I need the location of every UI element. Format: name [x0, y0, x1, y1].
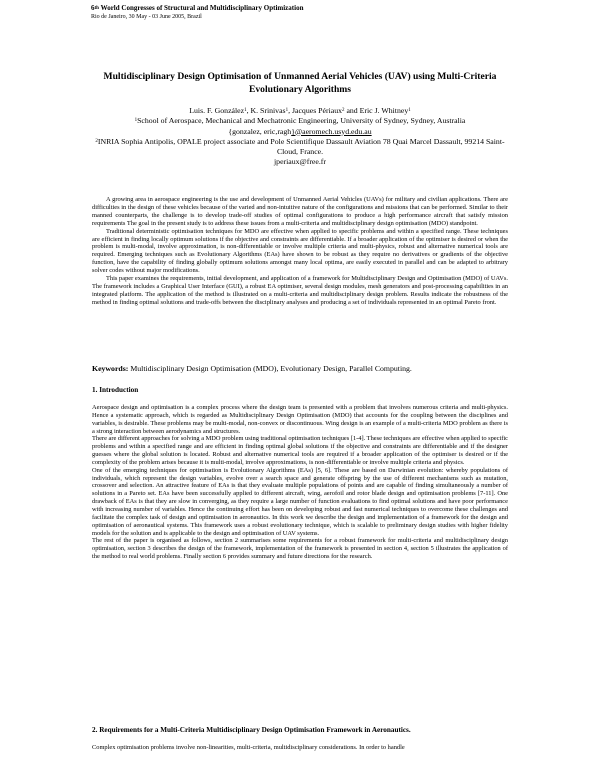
- conference-ordinal-suffix: th: [94, 6, 99, 11]
- author-2-affil: 1: [285, 108, 289, 113]
- abstract-paragraph-1: A growing area in aerospace engineering is the use and development of Unmanned Aerial Vehicles (UAVs) for military and civilian applications. There are difficulties in the design of these vehicles because of the varied and non-intuitive nature of the configurations and missions that can be performed. Similar to their manned counterparts, the challenge is to develop trade-off studies of optimal configurations to produce a high performance aircraft that satisfy mission requirements The goal in the present study is to address these issues from a multi-criteria and multidisciplinary design optimisation (MDO) standpoint.: [92, 196, 508, 227]
- author-4-affil: 1: [408, 108, 411, 113]
- keywords-label: Keywords:: [92, 364, 129, 373]
- section-1-paragraph-1: Aerospace design and optimisation is a complex process where the design team is presented with a problem that involves numerous criteria and multi-physics. Hence a systematic approach, which is regarded as Multidisciplinary Design Optimisation (MDO) that accounts for the coupling between the disciplines and variables, is desirable. These problems may be multi-modal, non-convex or discontinuous. Wing design is an example of a multi-criteria MDO problem as there is a strong interaction between aerodynamics and structures.: [92, 404, 508, 435]
- section-1-body: [92, 404, 508, 561]
- section-2-heading: 2. Requirements for a Multi-Criteria Multidisciplinary Design Optimisation Framework in Aeronautics.: [92, 726, 411, 734]
- affiliation-2-email: jperiaux@free.fr: [274, 157, 326, 167]
- abstract-paragraph-3: This paper examines the requirements, initial development, and application of a framework for Multidisciplinary Design and Optimisation (MDO) of UAVs. The framework includes a Graphical User Interface (GUI), a robust EA optimiser, several design modules, mesh generators and post-processing capabilities in an integrated platform. The application of the method is illustrated on a multi-criteria and multidisciplinary design problem. Results indicate the robustness of the method in finding optimal solutions and trade-offs between the disciplinary analyses and producing a set of individuals represented in an optimal Pareto front.: [92, 275, 508, 306]
- keywords: [92, 364, 508, 374]
- author-2: , K. Srinivas: [246, 106, 286, 115]
- section-2-paragraph-1: Complex optimisation problems involve non-linearities, multi-criteria, multidisciplinary considerations. In order to handle: [92, 744, 405, 751]
- conference-header: [91, 4, 551, 21]
- author-list: [92, 106, 508, 116]
- affiliation-1-marker: 1: [134, 118, 138, 124]
- section-1-paragraph-3: One of the emerging techniques for optimisation is Evolutionary Algorithms (EAs) [5, 6]. These are based on Darwinian evolution: whereby populations of individuals, which represent the design variables, evolve over a search space and generate offspring by the use of different mechanisms such as mutation, crossover and selection. An attractive feature of EAs is that they evaluate multiple populations of points and are capable of finding simultaneously a number of solutions in a Pareto set. EAs have been successfully applied to different aircraft, wing, aerofoil and rotor blade design and optimisation problems [7-11]. One drawback of EAs is that they are slow in converging, as they require a large number of function evaluations to find optimal solutions and have poor performance with increasing number of variables. Hence the continuing effort has been on developing robust and fast numerical techniques to overcome these challenges and facilitate the complex task of design and optimisation in aeronautics. In this work we describe the design and implementation of a framework for the design and optimisation of aeronautical systems. This framework uses a robust evolutionary technique, which is scalable to preliminary design studies with higher fidelity models for the solution and is applicable to the design and optimisation of UAV systems.: [92, 466, 508, 537]
- section-1-paragraph-4: The rest of the paper is organised as follows, section 2 summarises some requirements for a robust framework for multi-criteria and multidisciplinary design optimisation, section 3 describes the design of the framework, implementation of the framework is presented in section 4, section 5 illustrates the application of the method to real world problems. Finally section 6 provides summary and future directions for the research.: [92, 537, 508, 561]
- conference-ordinal: 6: [91, 4, 95, 12]
- author-block: [92, 106, 508, 168]
- paper-title: Multidisciplinary Design Optimisation of Unmanned Aerial Vehicles (UAV) using Multi-Criteria Evolutionary Algorithms: [103, 71, 497, 95]
- section-1-heading: 1. Introduction: [92, 386, 139, 394]
- keywords-text: Multidisciplinary Design Optimisation (MDO), Evolutionary Design, Parallel Computing.: [128, 364, 412, 373]
- author-3: , Jacques Périaux: [288, 106, 342, 115]
- section-2-body: [92, 744, 508, 752]
- section-1-paragraph-2: There are different approaches for solving a MDO problem using traditional optimisation techniques [1-4]. These techniques are effective when applied to specific problems and within a specified range and are efficient in finding optimal global solutions if the objective and constraints are differentiable and if the designer guesses where the global solution is located. Robust and alternative numerical tools are required if a broader application of the optimiser is desired or if the complexity of the problem arises because it is multi-modal, involve approximations, is non-differentiable or involve multiple criteria and physics.: [92, 435, 508, 466]
- affiliation-2-marker: 2: [95, 138, 98, 144]
- affiliation-1-text: School of Aerospace, Mechanical and Mechatronic Engineering, University of Sydney, Sydney, Australia: [137, 116, 466, 126]
- affiliation-2: [92, 137, 508, 158]
- affiliation-2-text: INRIA Sophia Antipolis, OPALE project associate and Pole Scientifique Dassault Aviation 78 Quai Marcel Dassault, 99214 Saint-Cloud, France.: [97, 136, 505, 157]
- author-4: and Eric J. Whitney: [344, 106, 409, 115]
- conference-name: World Congresses of Structural and Multidisciplinary Optimization: [98, 4, 304, 12]
- affiliation-1-emails-prefix: {gonzalez, eric,ragh: [228, 126, 292, 136]
- author-1-affil: 1: [244, 108, 247, 113]
- affiliation-1-email-link[interactable]: }@aeromech.usyd.edu.au: [291, 126, 372, 136]
- abstract-paragraph-2: Traditional deterministic optimisation techniques for MDO are effective when applied to specific problems and within a specified range. These techniques are efficient in finding locally optimum solutions if the objective and constraints are differentiable. If a broader application of the optimiser is desired or when the problem is multi-modal, involve approximation, is non-differentiable or involve multiple criteria and multi-physics, robust and alternative numerical tools are required. Emerging techniques such as Evolutionary Algorithms (EAs) have shown to be robust as they require no derivatives or gradients of the objective function, have the capability of finding globally optimum solutions amongst many local optima, are easily executed in parallel and can be adapted to arbitrary solver codes without major modifications.: [92, 227, 508, 275]
- affiliation-1-emails: [92, 127, 508, 137]
- affiliation-1: [92, 116, 508, 126]
- conference-place-date: Rio de Janeiro, 30 May - 03 June 2005, Brazil: [91, 14, 202, 20]
- author-3-affil: 2: [342, 108, 345, 113]
- author-1: Luis. F. González: [189, 106, 245, 115]
- abstract: [92, 196, 508, 307]
- conference-title: [91, 4, 551, 13]
